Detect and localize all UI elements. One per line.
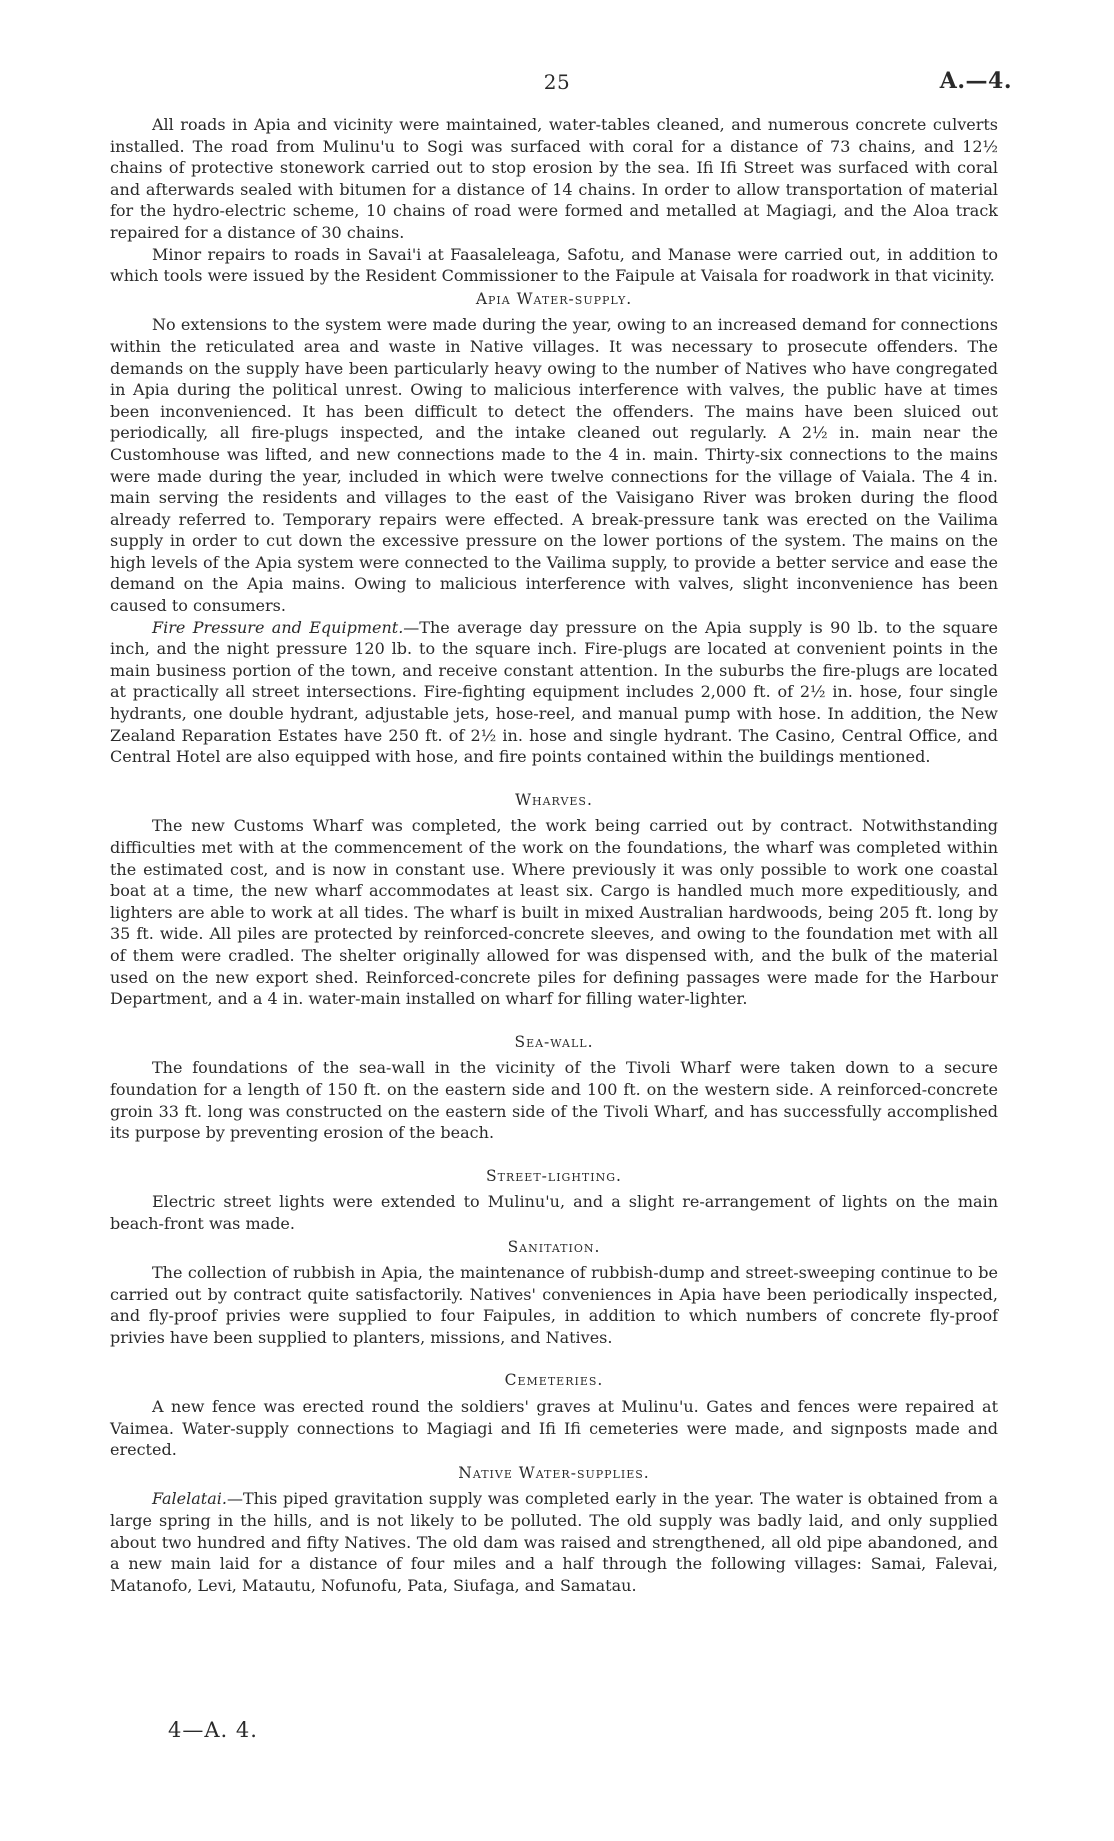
- wharves-paragraph: The new Customs Wharf was completed, the work being carried out by contract. Notwithstanding difficulties met with at the commencement of the work on the foundations, the wharf was completed within the estimated cost, and is now in constant use. Where previously it was only possible to work one coastal boat at a time, the new wharf accommodates at least six. Cargo is handled much more expeditiously, and lighters are able to work at all tides. The wharf is built in mixed Australian hardwoods, being 205 ft. long by 35 ft. wide. All piles are protected by reinforced-concrete sleeves, and owing to the foundation met with all of them were cradled. The shelter originally allowed for was dispensed with, and the bulk of the material used on the new export shed. Reinforced-concrete piles for defining passages were made for the Harbour Department, and a 4 in. water-main installed on wharf for filling water-lighter.: [110, 816, 998, 1009]
- falelatai-lead: Falelatai.: [152, 1489, 227, 1509]
- section-heading-sea-wall: Sea-wall.: [514, 1032, 594, 1051]
- fire-pressure-paragraph: [110, 617, 998, 768]
- sea-wall-paragraph: The foundations of the sea-wall in the vicinity of the Tivoli Wharf were taken down to a secure foundation for a length of 150 ft. on the eastern side and 100 ft. on the western side. A reinforced-concrete groin 33 ft. long was constructed on the eastern side of the Tivoli Wharf, and has successfully accomplished its purpose by preventing erosion of the beach.: [110, 1058, 998, 1143]
- roads-paragraph-1: All roads in Apia and vicinity were maintained, water-tables cleaned, and numerous concrete culverts installed. The road from Mulinu'u to Sogi was surfaced with coral for a distance of 73 chains, and 12½ chains of protective stonework carried out to stop erosion by the sea. Ifi Ifi Street was surfaced with coral and afterwards sealed with bitumen for a distance of 14 chains. In order to allow transportation of material for the hydro-electric scheme, 10 chains of road were formed and metalled at Magiagi, and the Aloa track repaired for a distance of 30 chains.: [110, 115, 998, 242]
- cemeteries-paragraph: A new fence was erected round the soldiers' graves at Mulinu'u. Gates and fences were repaired at Vaimea. Water-supply connections to Magiagi and Ifi Ifi cemeteries were made, and signposts made and erected.: [110, 1397, 998, 1460]
- section-heading-water-supply: Apia Water-supply.: [475, 289, 633, 308]
- document-reference: A.—4.: [939, 68, 1012, 94]
- water-supply-paragraph-1: No extensions to the system were made during the year, owing to an increased demand for connections within the reticulated area and waste in Native villages. It was necessary to prosecute offenders. The demands on the supply have been particularly heavy owing to the number of Natives who have congregated in Apia during the political unrest. Owing to malicious interference with valves, the public have at times been inconvenienced. It has been difficult to detect the offenders. The mains have been sluiced out periodically, all fire-plugs inspected, and the intake cleaned out regularly. A 2½ in. main near the Customhouse was lifted, and new connections made to the 4 in. main. Thirty-six connections to the mains were made during the year, included in which were twelve connections for the village of Vaiala. The 4 in. main serving the residents and villages to the east of the Vaisigano River was broken during the flood already referred to. Temporary repairs were effected. A break-pressure tank was erected on the Vailima supply in order to cut down the excessive pressure on the lower portions of the system. The mains on the high levels of the Apia system were connected to the Vailima supply, to provide a better service and ease the demand on the Apia mains. Owing to malicious interference with valves, slight inconvenience has been caused to consumers.: [110, 315, 998, 616]
- fire-pressure-text: —The average day pressure on the Apia supply is 90 lb. to the square inch, and the night pressure 120 lb. to the square inch. Fire-plugs are located at convenient points in the main business portion of the town, and receive constant attention. In the suburbs the fire-plugs are located at practically all street intersections. Fire-fighting equipment includes 2,000 ft. of 2½ in. hose, four single hydrants, one double hydrant, adjustable jets, hose-reel, and manual pump with hose. In addition, the New Zealand Reparation Estates have 250 ft. of 2½ in. hose and single hydrant. The Casino, Central Office, and Central Hotel are also equipped with hose, and fire points contained within the buildings mentioned.: [110, 617, 999, 767]
- street-lighting-paragraph: Electric street lights were extended to Mulinu'u, and a slight re-arrangement of lights on the main beach-front was made.: [110, 1192, 998, 1233]
- section-heading-wharves: Wharves.: [515, 790, 593, 809]
- section-heading-cemeteries: Cemeteries.: [504, 1371, 604, 1390]
- section-heading-street-lighting: Street-lighting.: [486, 1166, 622, 1185]
- page-body: [110, 114, 998, 1596]
- fire-pressure-lead: Fire Pressure and Equipment.: [152, 617, 404, 637]
- footer-reference: 4—A. 4.: [168, 1718, 258, 1742]
- roads-paragraph-2: Minor repairs to roads in Savai'i at Faasaleleaga, Safotu, and Manase were carried out, in addition to which tools were issued by the Resident Commissioner to the Faipule at Vaisala for roadwork in that vicinity.: [110, 244, 998, 286]
- section-heading-native-water-supplies: Native Water-supplies.: [458, 1463, 650, 1482]
- page-number: 25: [543, 70, 571, 94]
- sanitation-paragraph: The collection of rubbish in Apia, the maintenance of rubbish-dump and street-sweeping continue to be carried out by contract quite satisfactorily. Natives' conveniences in Apia have been periodically inspected, and fly-proof privies were supplied to four Faipules, in addition to which numbers of concrete fly-proof privies have been supplied to planters, missions, and Natives.: [110, 1263, 998, 1347]
- falelatai-paragraph: [110, 1488, 998, 1596]
- section-heading-sanitation: Sanitation.: [507, 1237, 601, 1256]
- falelatai-text: —This piped gravitation supply was completed early in the year. The water is obtained from a large spring in the hills, and is not likely to be polluted. The old supply was badly laid, and only supplied about two hundred and fifty Natives. The old dam was raised and strengthened, all old pipe abandoned, and a new main laid for a distance of four miles and a half through the following villages: Samai, Falevai, Matanofo, Levi, Matautu, Nofunofu, Pata, Siufaga, and Samatau.: [110, 1489, 998, 1595]
